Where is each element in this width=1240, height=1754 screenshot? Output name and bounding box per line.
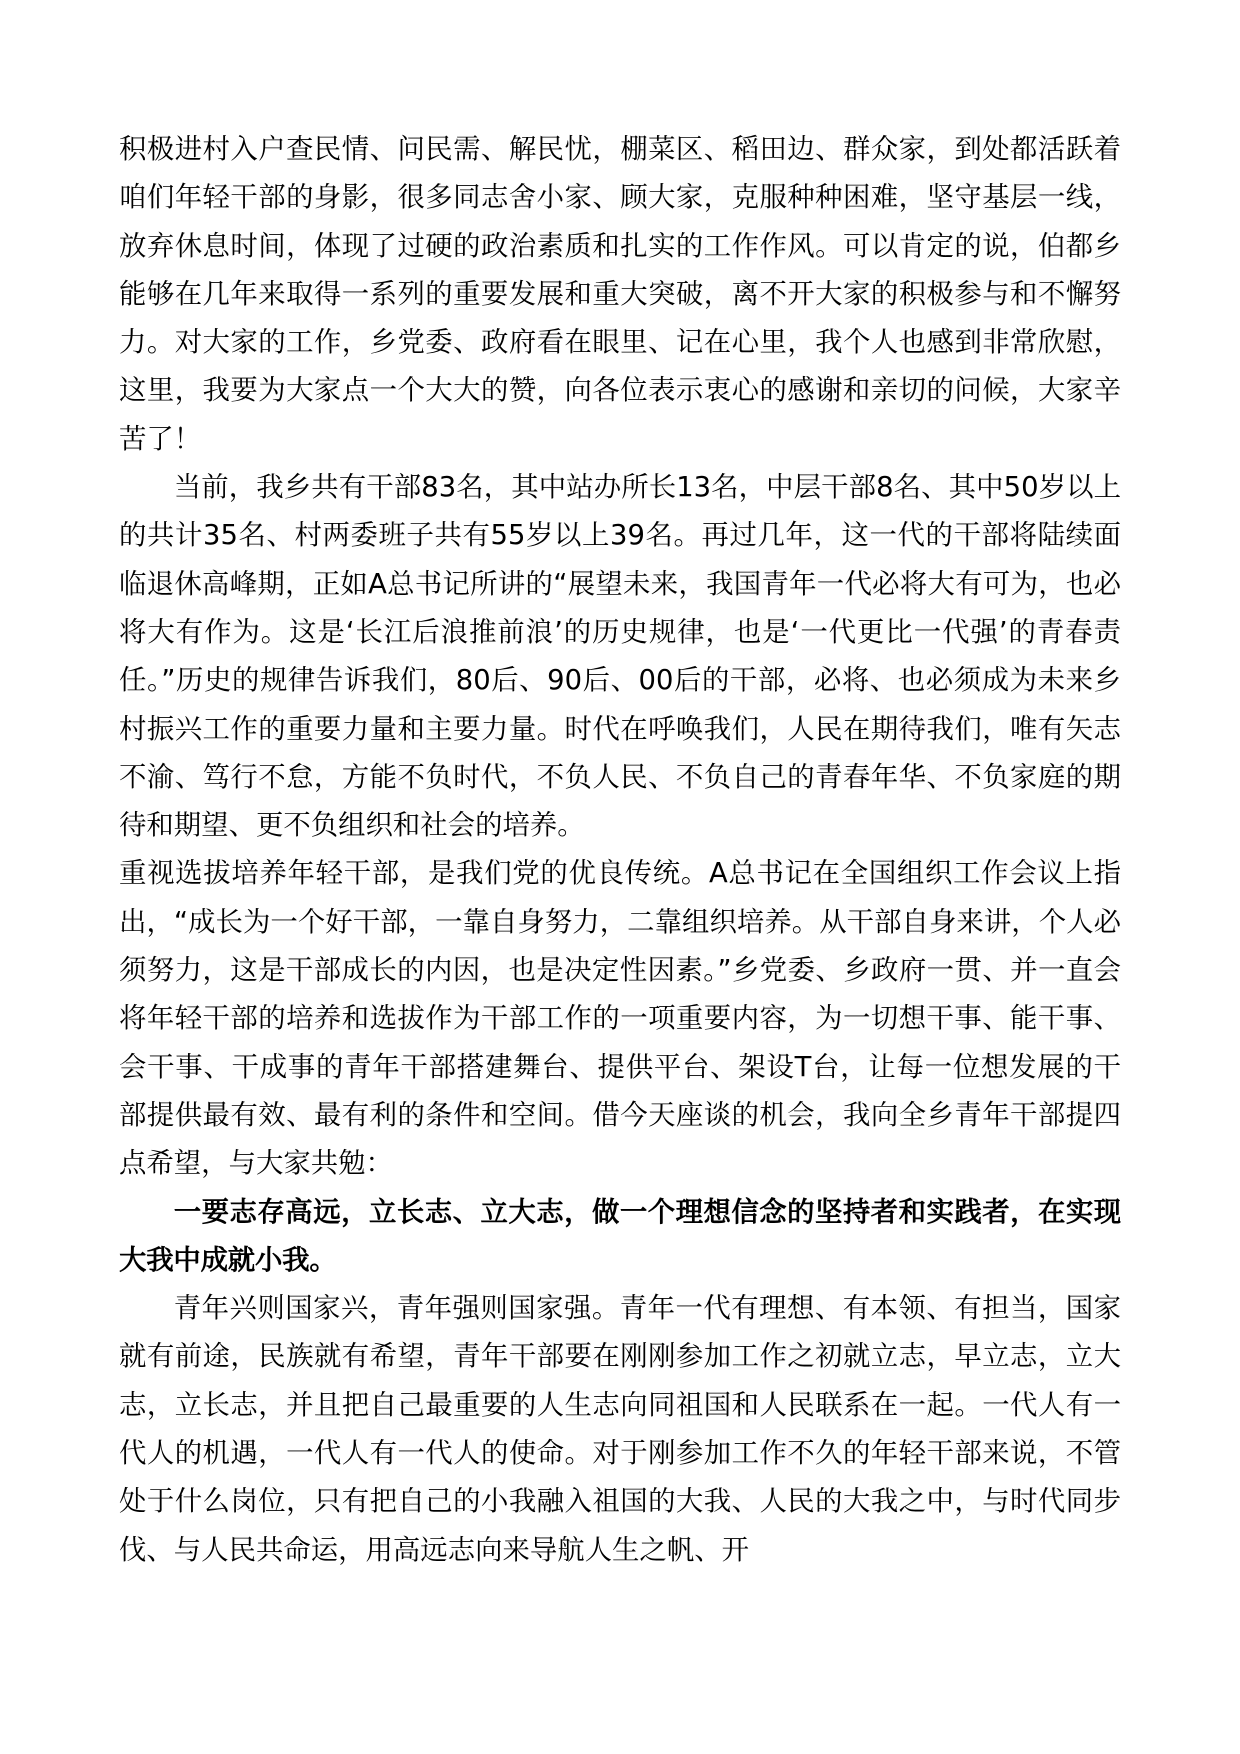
paragraph-2: 当前，我乡共有干部83名，其中站办所长13名，中层干部8名、其中50岁以上的共计35名、村两委班子共有55岁以上39名。再过几年，这一代的干部将陆续面临退休高峰期，正如A总书记所讲的“展望未来，我国青年一代必将大有可为，也必将大有作为。这是‘长江后浪推前浪’的历史规律，也是‘一代更比一代强’的青春责任。”历史的规律告诉我们，80后、90后、00后的干部，必将、也必须成为未来乡村振兴工作的重要力量和主要力量。时代在呼唤我们，人民在期待我们，唯有矢志不渝、笃行不怠，方能不负时代，不负人民、不负自己的青春年华、不负家庭的期待和期望、更不负组织和社会的培养。 [119,472,1121,842]
paragraph-4: 青年兴则国家兴，青年强则国家强。青年一代有理想、有本领、有担当，国家就有前途，民族就有希望，青年干部要在刚刚参加工作之初就立志，早立志，立大志，立长志，并且把自己最重要的人生志向同祖国和人民联系在一起。一代人有一代人的机遇，一代人有一代人的使命。对于刚参加工作不久的年轻干部来说，不管处于什么岗位，只有把自己的小我融入祖国的大我、人民的大我之中，与时代同步伐、与人民共命运，用高远志向来导航人生之帆、开 [119,1293,1121,1566]
paragraph-3: 重视选拔培养年轻干部，是我们党的优良传统。A总书记在全国组织工作会议上指出，“成长为一个好干部，一靠自身努力，二靠组织培养。从干部自身来讲，个人必须努力，这是干部成长的内因，也是决定性因素。”乡党委、乡政府一贯、并一直会将年轻干部的培养和选拔作为干部工作的一项重要内容，为一切想干事、能干事、会干事、干成事的青年干部搭建舞台、提供平台、架设T台，让每一位想发展的干部提供最有效、最有利的条件和空间。借今天座谈的机会，我向全乡青年干部提四点希望，与大家共勉： [119,858,1121,1180]
document-page [119,126,1121,1575]
paragraph-1: 积极进村入户查民情、问民需、解民忧，棚菜区、稻田边、群众家，到处都活跃着咱们年轻干部的身影，很多同志舍小家、顾大家，克服种种困难，坚守基层一线，放弃休息时间，体现了过硬的政治素质和扎实的工作作风。可以肯定的说，伯都乡能够在几年来取得一系列的重要发展和重大突破，离不开大家的积极参与和不懈努力。对大家的工作，乡党委、政府看在眼里、记在心里，我个人也感到非常欣慰，这里，我要为大家点一个大大的赞，向各位表示衷心的感谢和亲切的问候，大家辛苦了！ [119,134,1121,455]
section-heading: 一要志存高远，立长志、立大志，做一个理想信念的坚持者和实践者，在实现大我中成就小我。 [119,1196,1121,1276]
